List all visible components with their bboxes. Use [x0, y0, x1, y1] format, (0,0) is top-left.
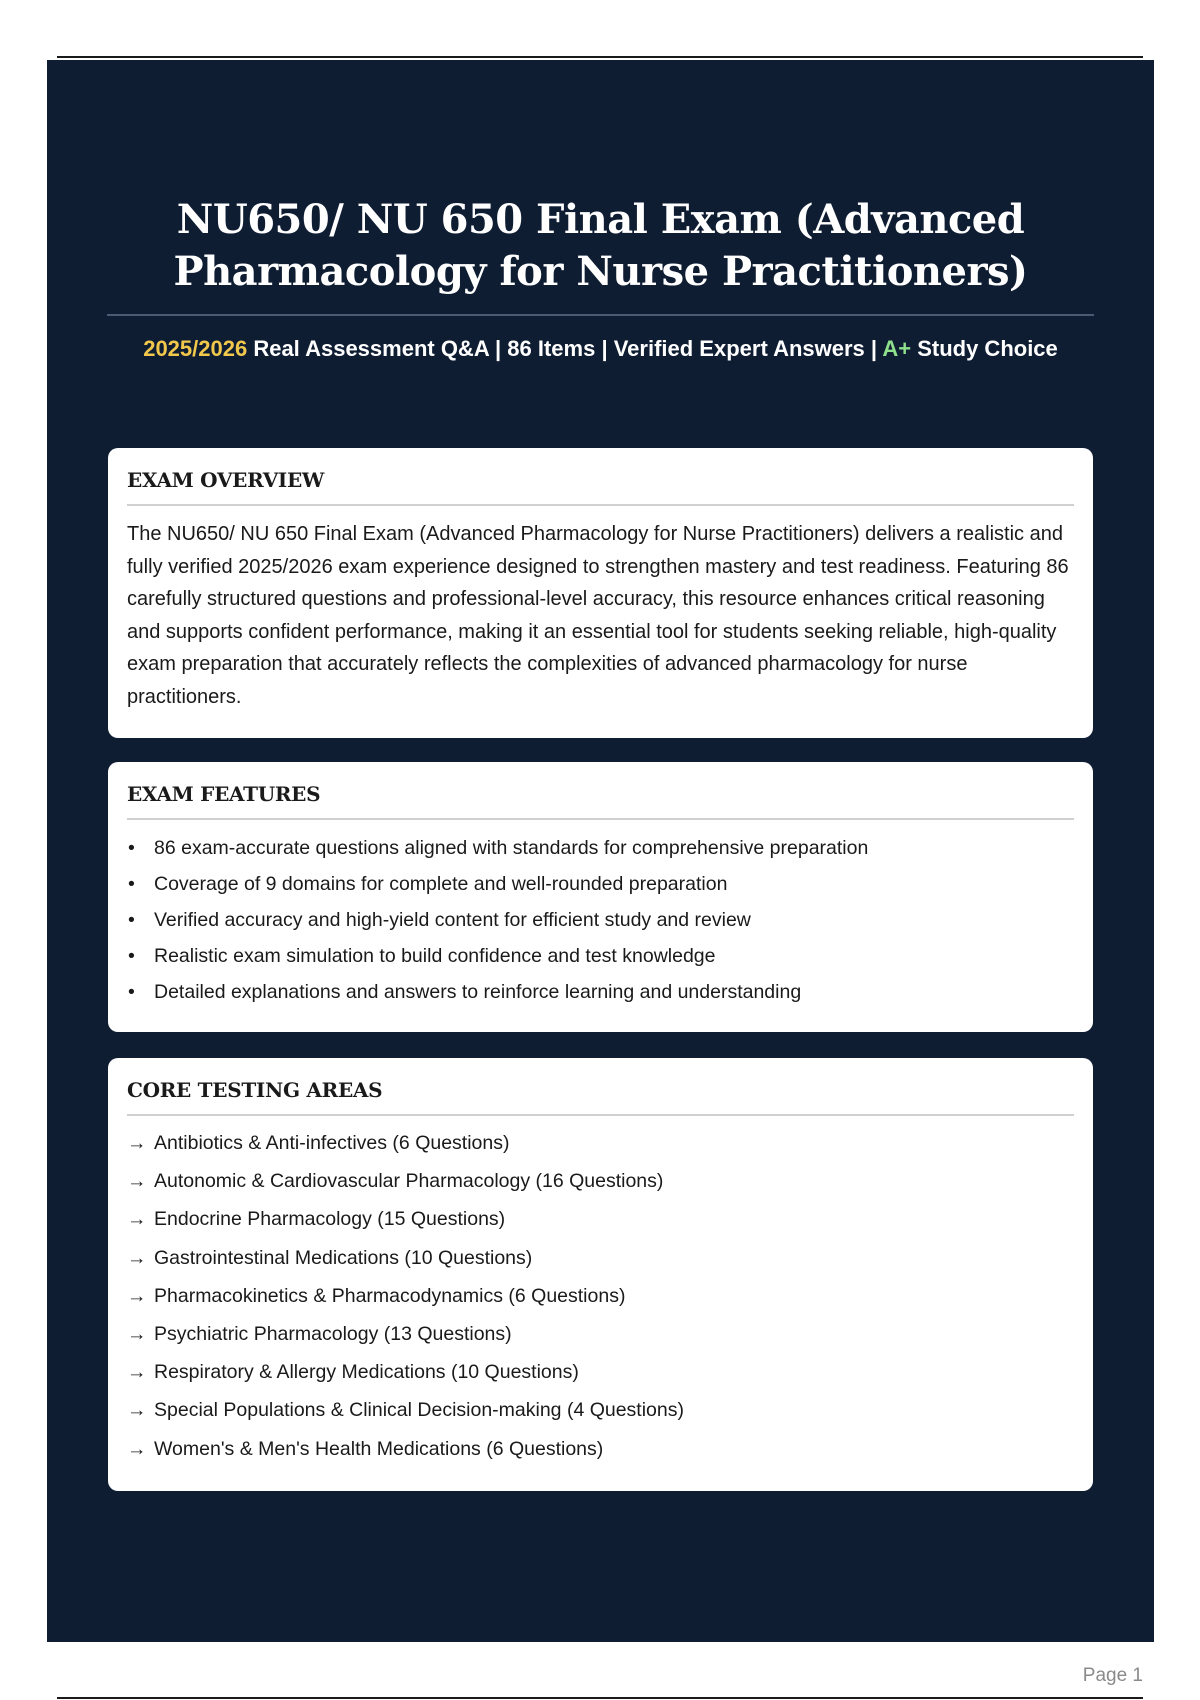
area-label: Women's & Men's Health Medications (6 Questions) [154, 1437, 604, 1460]
area-label: Respiratory & Allergy Medications (10 Questions) [154, 1361, 579, 1384]
features-card [108, 762, 1093, 1032]
feature-item: • Realistic exam simulation to build confidence and test knowledge [127, 938, 1074, 974]
area-item [127, 1430, 1074, 1468]
area-label: Special Populations & Clinical Decision-making (4 Questions) [154, 1399, 684, 1422]
area-item [127, 1315, 1074, 1353]
core-areas-heading: CORE TESTING AREAS [127, 1078, 1074, 1116]
title-line-1: NU650/ NU 650 Final Exam (Advanced [176, 196, 1025, 243]
area-item [127, 1239, 1074, 1277]
feature-item: • Detailed explanations and answers to reinforce learning and understanding [127, 974, 1074, 1010]
subtitle-year: 2025/2026 [143, 336, 248, 361]
area-label: Gastrointestinal Medications (10 Questions) [154, 1246, 533, 1269]
cover-panel [47, 60, 1154, 1642]
page-number: Page 1 [1082, 1665, 1143, 1686]
feature-item: • Coverage of 9 domains for complete and well-rounded preparation [127, 866, 1074, 902]
arrow-right-icon: → [127, 1170, 147, 1193]
top-rule [57, 56, 1143, 58]
title-line-2: Pharmacology for Nurse Practitioners) [173, 248, 1028, 295]
core-areas-card [108, 1058, 1093, 1491]
bottom-rule [57, 1697, 1143, 1699]
document-title [107, 194, 1094, 298]
area-label: Endocrine Pharmacology (15 Questions) [154, 1208, 506, 1231]
overview-text: The NU650/ NU 650 Final Exam (Advanced Pharmacology for Nurse Practitioners) delivers a realistic and fully verified 2025/2026 exam experience designed to strengthen mastery and test readiness. Featuring 86 carefully structured questions and professional-level accuracy, this resource enhances critical reasoning and supports confident performance, making it an essential tool for students seeking reliable, high-quality exam preparation that accurately reflects the complexities of advanced pharmacology for nurse practitioners. [127, 523, 1069, 708]
area-item [127, 1353, 1074, 1391]
area-item [127, 1200, 1074, 1238]
core-areas-list [127, 1124, 1074, 1468]
area-item [127, 1162, 1074, 1200]
features-list [127, 830, 1074, 1010]
area-label: Pharmacokinetics & Pharmacodynamics (6 Questions) [154, 1284, 626, 1307]
area-label: Antibiotics & Anti-infectives (6 Questions) [154, 1132, 510, 1154]
area-label: Psychiatric Pharmacology (13 Questions) [154, 1323, 512, 1346]
area-item [127, 1277, 1074, 1315]
subtitle-grade: A+ [882, 336, 912, 361]
area-label: Autonomic & Cardiovascular Pharmacology (16 Questions) [154, 1170, 664, 1193]
subtitle-middle: Real Assessment Q&A | 86 Items | Verified Expert Answers | [247, 336, 883, 361]
arrow-right-icon: → [127, 1284, 147, 1307]
arrow-right-icon: → [127, 1208, 147, 1231]
arrow-right-icon: → [127, 1132, 147, 1154]
area-item [127, 1124, 1074, 1162]
arrow-right-icon: → [127, 1437, 147, 1460]
subtitle-end: Study Choice [911, 336, 1058, 361]
arrow-right-icon: → [127, 1361, 147, 1384]
arrow-right-icon: → [127, 1323, 147, 1346]
feature-item: • Verified accuracy and high-yield content for efficient study and review [127, 902, 1074, 938]
area-item [127, 1391, 1074, 1429]
title-divider [107, 314, 1094, 316]
features-heading: EXAM FEATURES [127, 782, 1074, 820]
overview-card [108, 448, 1093, 738]
overview-heading: EXAM OVERVIEW [127, 468, 1074, 506]
arrow-right-icon: → [127, 1246, 147, 1269]
feature-item: • 86 exam-accurate questions aligned with standards for comprehensive preparation [127, 830, 1074, 866]
subtitle [107, 332, 1094, 365]
arrow-right-icon: → [127, 1399, 147, 1422]
